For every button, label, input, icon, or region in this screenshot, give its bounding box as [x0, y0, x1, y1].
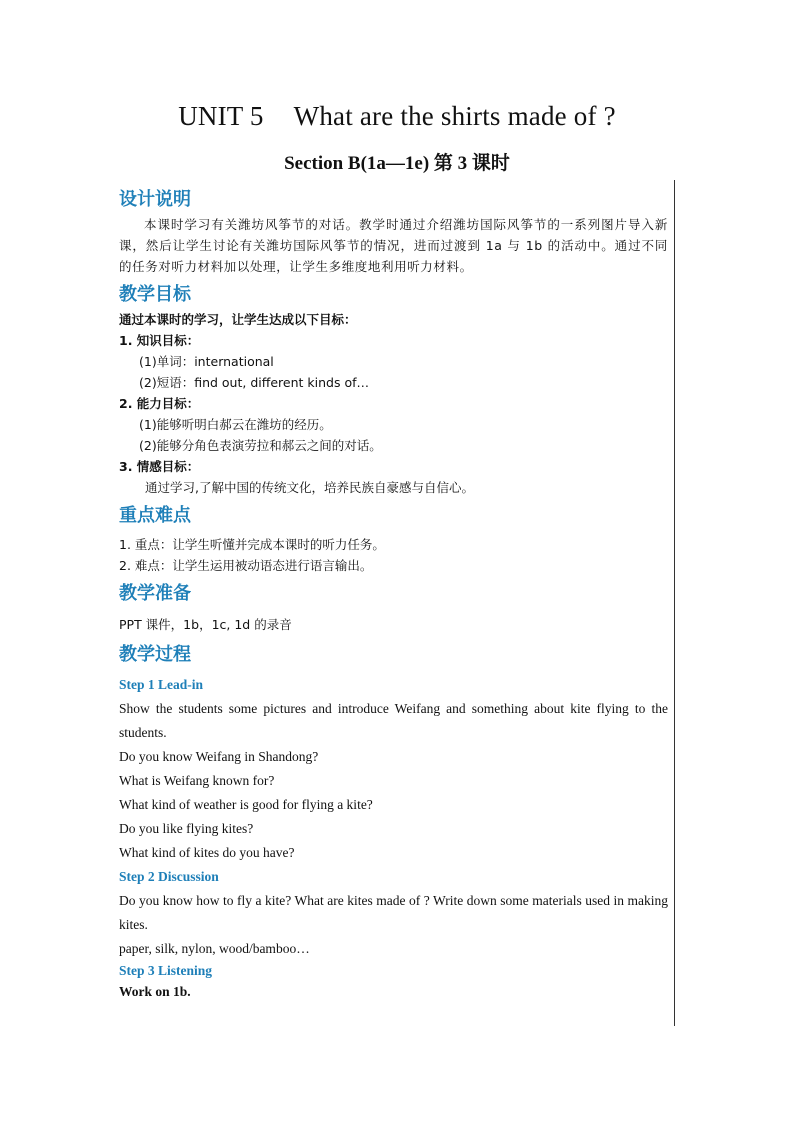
goals-intro: 通过本课时的学习，让学生达成以下目标：: [119, 312, 357, 327]
key-points-heading: 重点难点: [119, 505, 191, 526]
step-3-line: Work on 1b.: [119, 984, 191, 999]
section-title: Section B(1a—1e) 第 3 课时: [284, 153, 510, 174]
unit-title: [0, 101, 794, 132]
step-2-title: Step 2 Discussion: [119, 869, 219, 884]
ability-goal-title: 2. 能力目标：: [119, 396, 200, 411]
step-1-line: What is Weifang known for?: [119, 773, 275, 788]
emotion-goal-title: 3. 情感目标：: [119, 459, 200, 474]
step-1-title: Step 1 Lead-in: [119, 677, 204, 692]
step-1-line: Do you know Weifang in Shandong?: [119, 749, 319, 764]
step-1-line: Show the students some pictures and introduce Weifang and something about kite flying to the students.: [119, 701, 668, 740]
key-point-item: 1. 重点：让学生听懂并完成本课时的听力任务。: [119, 537, 385, 552]
preparation-text: PPT 课件，1b，1c, 1d 的录音: [119, 617, 292, 632]
unit-title-text: What are the shirts made of ?: [293, 101, 616, 131]
key-point-item: 2. 难点：让学生运用被动语态进行语言输出。: [119, 558, 373, 573]
step-1-line: What kind of kites do you have?: [119, 845, 295, 860]
step-1-line: What kind of weather is good for flying a kite?: [119, 797, 373, 812]
knowledge-goal-item: (1)单词：international: [139, 354, 274, 369]
emotion-goal-text: 通过学习,了解中国的传统文化，培养民族自豪感与自信心。: [145, 480, 474, 495]
step-2-line: Do you know how to fly a kite? What are kites made of ? Write down some materials used in making kites.: [119, 893, 668, 932]
step-1-line: Do you like flying kites?: [119, 821, 254, 836]
preparation-heading: 教学准备: [119, 583, 191, 604]
unit-number: UNIT 5: [178, 101, 264, 131]
step-2-line: paper, silk, nylon, wood/bamboo…: [119, 941, 310, 956]
process-heading: 教学过程: [119, 644, 191, 665]
step-3-title: Step 3 Listening: [119, 963, 213, 978]
knowledge-goal-item: (2)短语：find out, different kinds of…: [139, 375, 369, 390]
ability-goal-item: (1)能够听明白郝云在潍坊的经历。: [139, 417, 332, 432]
content-area: [119, 186, 668, 1004]
design-heading: 设计说明: [119, 189, 191, 210]
design-text: 本课时学习有关潍坊风筝节的对话。教学时通过介绍潍坊国际风筝节的一系列图片导入新课，然后让学生讨论有关潍坊国际风筝节的情况，进而过渡到 1a 与 1b 的活动中。通过不同的任务对听力材料加以处理，让学生多维度地利用听力材料。: [119, 217, 668, 274]
goals-heading: 教学目标: [119, 284, 191, 305]
ability-goal-item: (2)能够分角色表演劳拉和郝云之间的对话。: [139, 438, 382, 453]
table-border-line: [674, 180, 675, 1026]
knowledge-goal-title: 1. 知识目标：: [119, 333, 200, 348]
